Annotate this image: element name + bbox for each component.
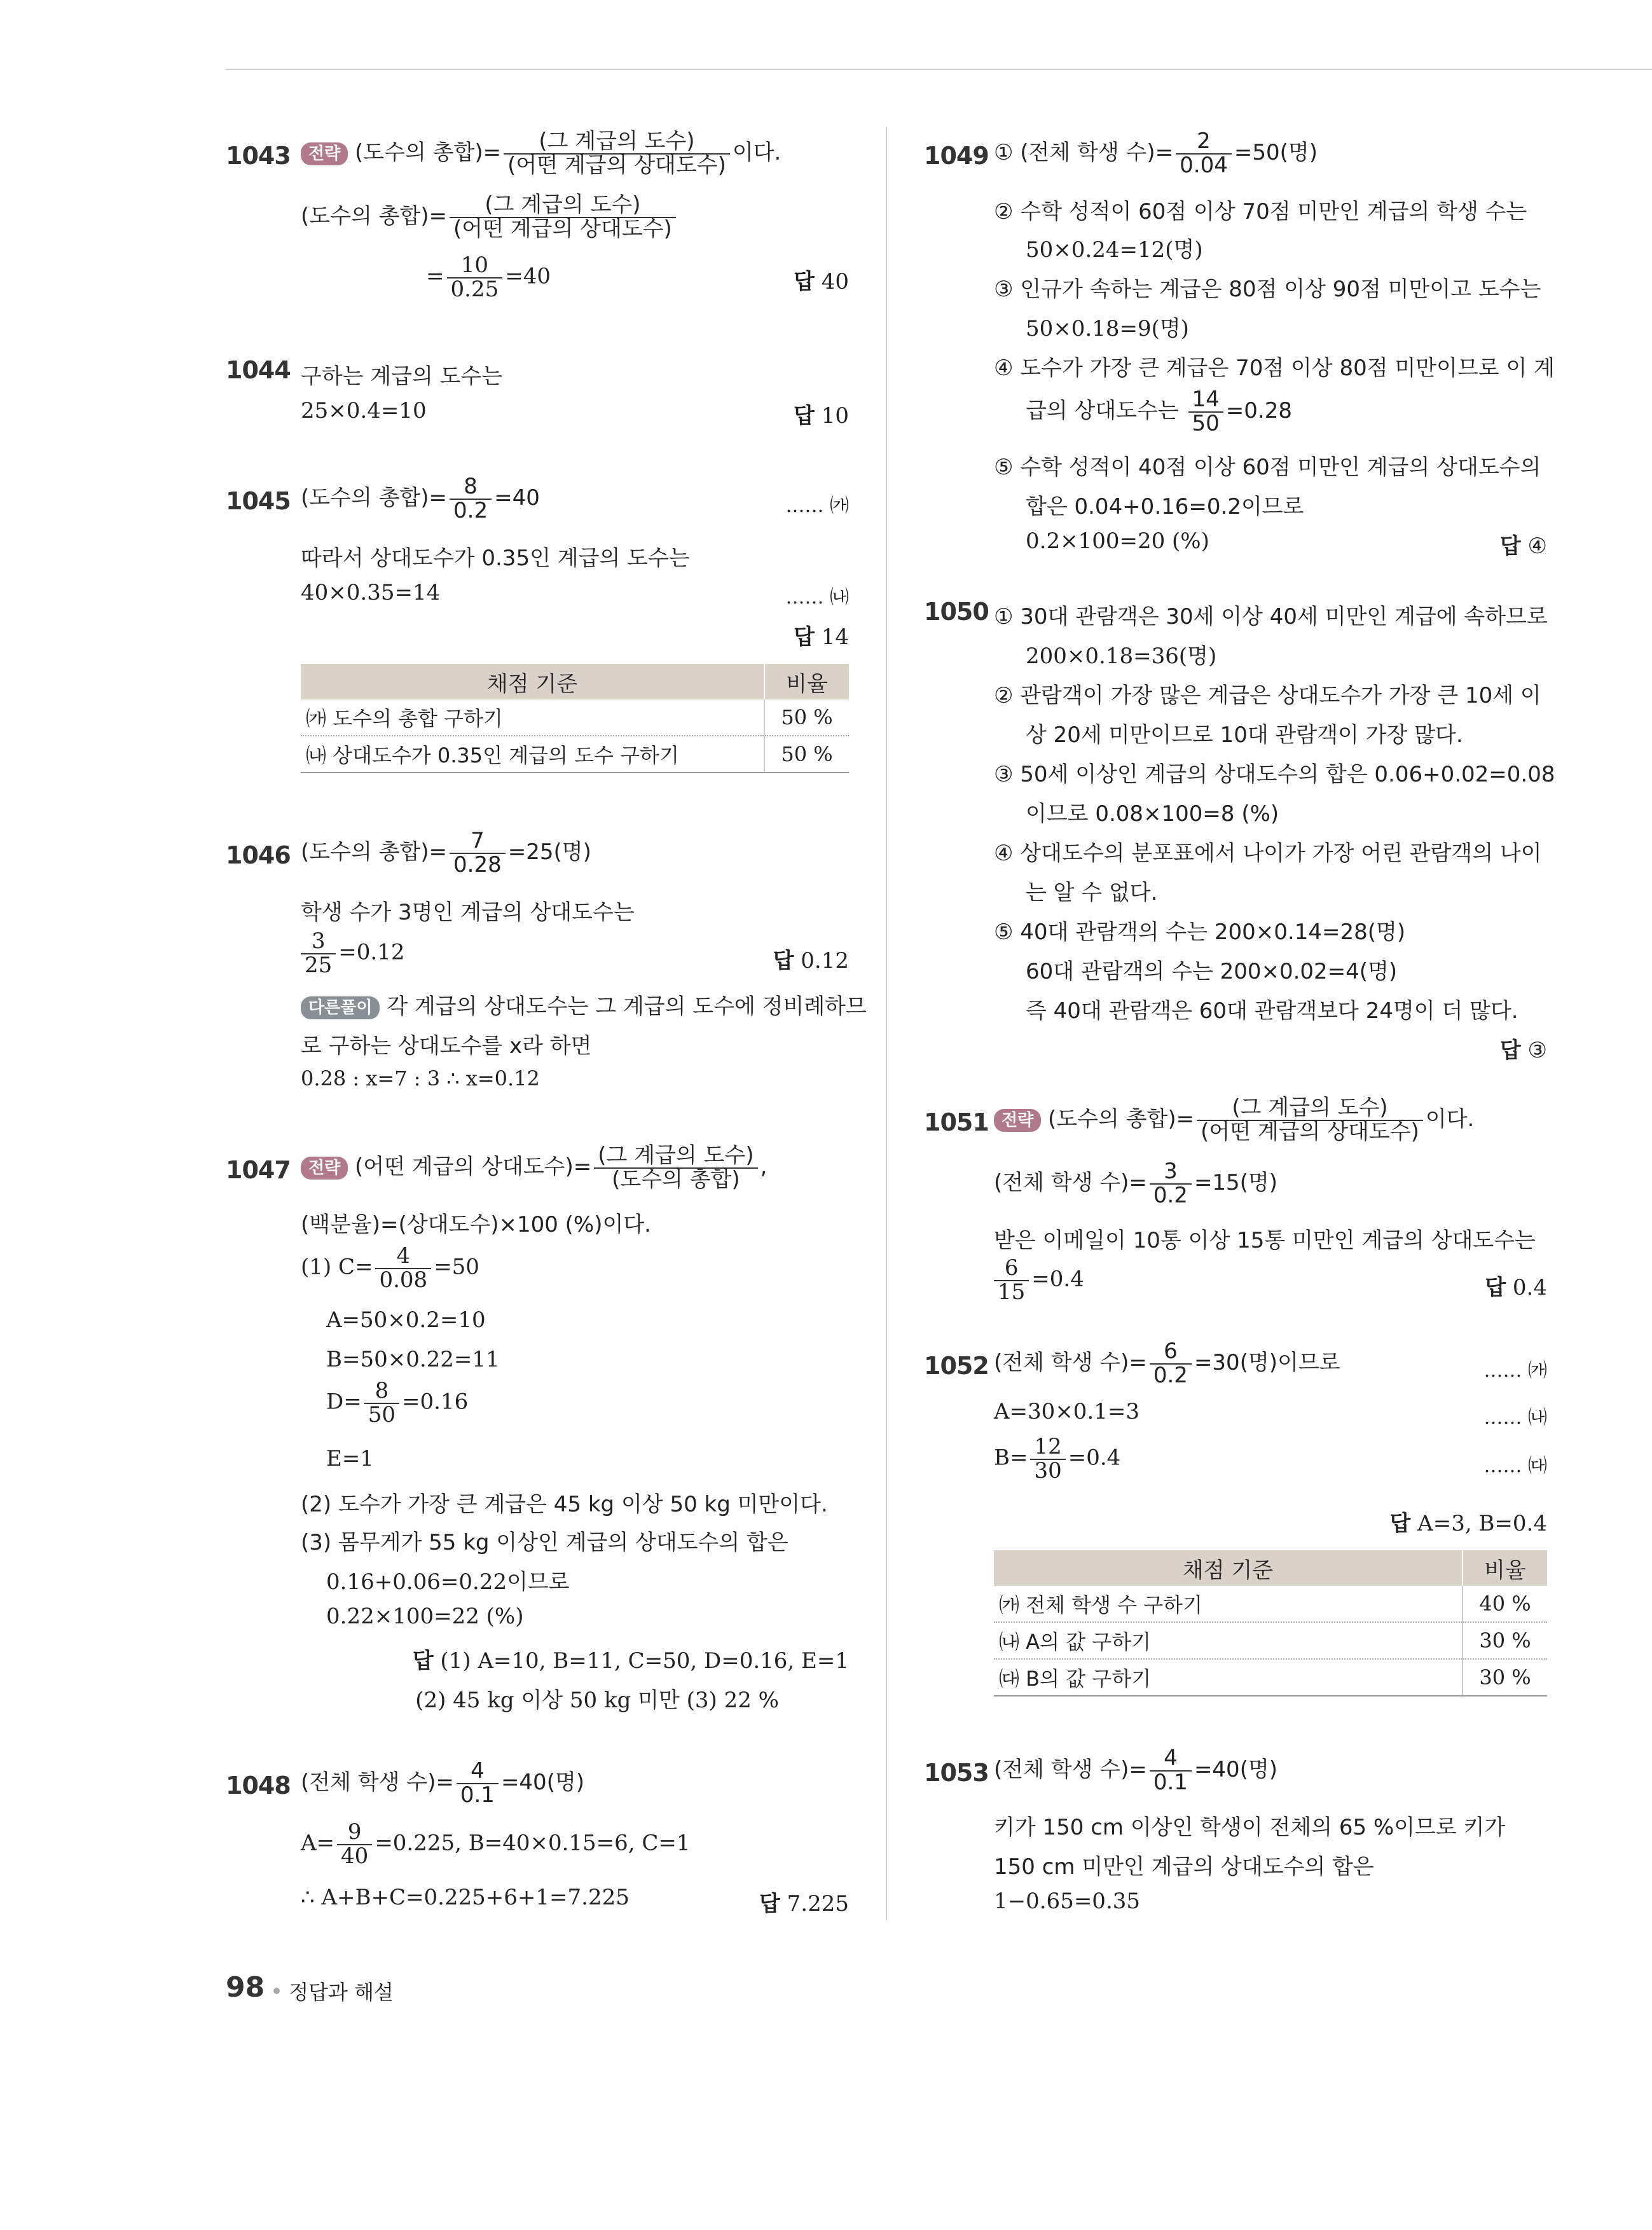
fraction: $\frac{\text{(그 계급의 도수)}}{\text{(도수의 총합)}}$ [594,1145,757,1191]
solution-line: $\frac{6}{15}$ =0.4 [994,1257,1084,1304]
fraction: $\frac{4}{0.1}$ [1150,1747,1192,1794]
fraction: $\frac{\text{(그 계급의 도수)}}{\text{(어떤 계급의 상대도수)}}$ [450,194,676,240]
solution-line: (전체 학생 수)= $\frac{4}{0.1}$ =40(명) [994,1745,1278,1795]
answer: 답 14 [794,624,849,650]
solution-line: 40×0.35=14 [301,580,441,605]
solution-line: A=50×0.2=10 [326,1307,486,1333]
answer: 답 10 [794,403,849,429]
answer: 답 ④ [1499,533,1547,559]
solution-line: (백분율)=(상대도수)×100 (%)이다. [301,1212,651,1237]
fraction: $\frac{8}{50}$ [364,1380,399,1426]
answer: 답 40 [794,269,849,294]
solution-line: 따라서 상대도수가 0.35인 계급의 도수는 [301,546,690,571]
answer: 답 7.225 [759,1891,849,1917]
solution-line: ① (전체 학생 수)= $\frac{2}{0.04}$ =50(명) [994,128,1318,178]
problem-number: 1049 [924,142,989,170]
solution-line: 50×0.24=12(명) [1026,237,1203,263]
solution-line: (도수의 총합)= $\frac{7}{0.28}$ =25(명) [301,828,591,878]
scoring-table [301,664,849,773]
column-divider [886,127,887,1920]
solution-line: 전략 (어떤 계급의 상대도수)= $\frac{\text{(그 계급의 도수)}}{\text{(도수의 총합)}}$ , [301,1145,767,1191]
step-marker: …… ㈏ [785,586,849,609]
problem-number: 1048 [226,1772,291,1800]
solution-line: 0.22×100=22 (%) [326,1604,524,1629]
problem-number: 1044 [226,356,291,384]
solution-line: ③ 인규가 속하는 계급은 80점 이상 90점 미만이고 도수는 [994,277,1541,302]
solution-line: (2) 도수가 가장 큰 계급은 45 kg 이상 50 kg 미만이다. [301,1492,828,1517]
fraction: $\frac{4}{0.08}$ [375,1245,431,1291]
solution-line: = $\frac{10}{0.25}$ =40 [426,252,551,302]
solution-line: 0.16+0.06=0.22이므로 [326,1569,570,1595]
bullet-dot [273,1988,280,1994]
problem-number: 1053 [924,1759,989,1787]
solution-line: E=1 [326,1446,374,1471]
section-label: 정답과 해설 [289,1980,394,2004]
answer: 답 0.4 [1485,1275,1547,1300]
page-number: 98 [226,1971,265,2004]
fraction: $\frac{\text{(그 계급의 도수)}}{\text{(어떤 계급의 상대도수)}}$ [504,130,730,177]
solution-line: 전략 (도수의 총합)= $\frac{\text{(그 계급의 도수)}}{\text{(어떤 계급의 상대도수)}}$ 이다. [994,1097,1474,1143]
solution-line: B= $\frac{12}{30}$ =0.4 [994,1434,1121,1483]
solution-line: 받은 이메일이 10통 이상 15통 미만인 계급의 상대도수는 [994,1228,1536,1253]
solution-line: 합은 0.04+0.16=0.2이므로 [1026,494,1304,520]
problem-number: 1046 [226,841,291,869]
solution-line: (1) C= $\frac{4}{0.08}$ =50 [301,1243,479,1293]
scoring-table [994,1550,1547,1697]
solution-line: 25×0.4=10 [301,398,427,423]
solution-line: 0.2×100=20 (%) [1026,528,1209,554]
alt-solution-badge: 다른풀이 [301,996,380,1019]
answer: 답 ③ [1499,1038,1547,1063]
fraction: $\frac{8}{0.2}$ [450,476,492,522]
solution-line: 이므로 0.08×100=8 (%) [1026,801,1279,827]
solution-line: 전략 (도수의 총합)= $\frac{\text{(그 계급의 도수)}}{\text{(어떤 계급의 상대도수)}}$ 이다. [301,130,781,177]
solution-line: 상 20세 미만이므로 10대 관람객이 가장 많다. [1026,722,1463,748]
table-row: ㈏ A의 값 구하기 30 % [994,1622,1547,1659]
problem-number: 1052 [924,1352,989,1380]
fraction: $\frac{6}{0.2}$ [1150,1340,1192,1387]
solution-line: D= $\frac{8}{50}$ =0.16 [326,1378,469,1428]
answer: (2) 45 kg 이상 50 kg 미만 (3) 22 % [415,1688,779,1713]
solution-line: ④ 도수가 가장 큰 계급은 70점 이상 80점 미만이므로 이 계 [994,355,1555,381]
strategy-badge: 전략 [301,1157,348,1180]
strategy-badge: 전략 [301,142,348,165]
fraction: $\frac{6}{15}$ [994,1257,1029,1304]
solution-line: B=50×0.22=11 [326,1347,500,1372]
solution-line: ② 관람객이 가장 많은 계급은 상대도수가 가장 큰 10세 이 [994,683,1541,708]
problem-number: 1051 [924,1108,989,1136]
fraction: $\frac{\text{(그 계급의 도수)}}{\text{(어떤 계급의 상대도수)}}$ [1197,1097,1423,1143]
strategy-badge: 전략 [994,1109,1041,1132]
solution-line: $\frac{3}{25}$ =0.12 [301,930,404,977]
solution-line: A= $\frac{9}{40}$ =0.225, B=40×0.15=6, C=1 [301,1819,691,1869]
table-header: 채점 기준 [301,664,764,699]
fraction: $\frac{2}{0.04}$ [1176,130,1232,177]
table-row: ㈐ B의 값 구하기 30 % [994,1659,1547,1696]
solution-line: (3) 몸무게가 55 kg 이상인 계급의 상대도수의 합은 [301,1530,788,1555]
table-header: 비율 [764,664,849,699]
problem-number: 1047 [226,1156,291,1184]
fraction: $\frac{14}{50}$ [1188,389,1223,435]
answer: 답 (1) A=10, B=11, C=50, D=0.16, E=1 [412,1648,849,1674]
fraction: $\frac{10}{0.25}$ [447,254,503,301]
solution-line: 로 구하는 상대도수를 x라 하면 [301,1033,592,1059]
solution-line: 50×0.18=9(명) [1026,316,1189,341]
step-marker: …… ㈏ [1483,1407,1547,1429]
solution-line: (전체 학생 수)= $\frac{6}{0.2}$ =30(명)이므로 [994,1339,1340,1388]
solution-line: 키가 150 cm 이상인 학생이 전체의 65 %이므로 키가 [994,1815,1506,1840]
solution-line: 200×0.18=36(명) [1026,644,1217,669]
solution-line: ⑤ 40대 관람객의 수는 200×0.14=28(명) [994,919,1406,945]
solution-line: 150 cm 미만인 계급의 상대도수의 합은 [994,1854,1374,1880]
problem-number: 1043 [226,142,291,170]
solution-line: 60대 관람객의 수는 200×0.02=4(명) [1026,959,1398,984]
fraction: $\frac{3}{0.2}$ [1150,1160,1192,1207]
problem-number: 1050 [924,598,989,626]
solution-line: 는 알 수 없다. [1026,880,1158,905]
fraction: $\frac{3}{25}$ [301,930,336,977]
solution-line: ⑤ 수학 성적이 40점 이상 60점 미만인 계급의 상대도수의 [994,455,1541,480]
solution-line: A=30×0.1=3 [994,1399,1139,1424]
solution-line: 다른풀이 각 계급의 상대도수는 그 계급의 도수에 정비례하므 [301,989,867,1020]
step-marker: …… ㈎ [1483,1359,1547,1382]
solution-line: 구하는 계급의 도수는 [301,364,503,389]
solution-line: (전체 학생 수)= $\frac{4}{0.1}$ =40(명) [301,1758,585,1808]
solution-line: ∴ A+B+C=0.225+6+1=7.225 [301,1885,630,1910]
answer: 답 A=3, B=0.4 [1389,1511,1547,1536]
solution-line: 0.28 : x=7 : 3 ∴ x=0.12 [301,1066,540,1091]
step-marker: …… ㈎ [785,495,849,517]
solution-line: ② 수학 성적이 60점 이상 70점 미만인 계급의 학생 수는 [994,199,1527,224]
fraction: $\frac{7}{0.28}$ [450,830,506,876]
table-header: 비율 [1463,1550,1547,1586]
step-marker: …… ㈐ [1483,1455,1547,1477]
solution-line: (도수의 총합)= $\frac{\text{(그 계급의 도수)}}{\text{(어떤 계급의 상대도수)}}$ [301,194,678,240]
solution-line: (전체 학생 수)= $\frac{3}{0.2}$ =15(명) [994,1159,1278,1208]
solution-line: 즉 40대 관람객은 60대 관람객보다 24명이 더 많다. [1026,998,1518,1024]
table-header: 채점 기준 [994,1550,1463,1586]
solution-line: 1−0.65=0.35 [994,1889,1141,1914]
solution-line: ③ 50세 이상인 계급의 상대도수의 합은 0.06+0.02=0.08 [994,762,1555,787]
fraction: $\frac{4}{0.1}$ [457,1760,499,1807]
answer: 답 0.12 [773,948,849,974]
solution-line: 학생 수가 3명인 계급의 상대도수는 [301,900,635,925]
solution-line: ④ 상대도수의 분포표에서 나이가 가장 어린 관람객의 나이 [994,841,1542,866]
problem-number: 1045 [226,487,291,515]
solution-line: ① 30대 관람객은 30세 이상 40세 미만인 계급에 속하므로 [994,604,1548,630]
solution-line: 급의 상대도수는 $\frac{14}{50}$ =0.28 [1026,387,1292,436]
header-rule [226,69,1652,70]
fraction: $\frac{9}{40}$ [337,1821,372,1868]
solution-line: (도수의 총합)= $\frac{8}{0.2}$ =40 [301,474,540,523]
table-row: ㈎ 도수의 총합 구하기 50 % [301,699,849,736]
fraction: $\frac{12}{30}$ [1030,1436,1065,1482]
table-row: ㈏ 상대도수가 0.35인 계급의 도수 구하기 50 % [301,736,849,773]
table-row: ㈎ 전체 학생 수 구하기 40 % [994,1586,1547,1622]
page-footer [226,1971,394,2006]
